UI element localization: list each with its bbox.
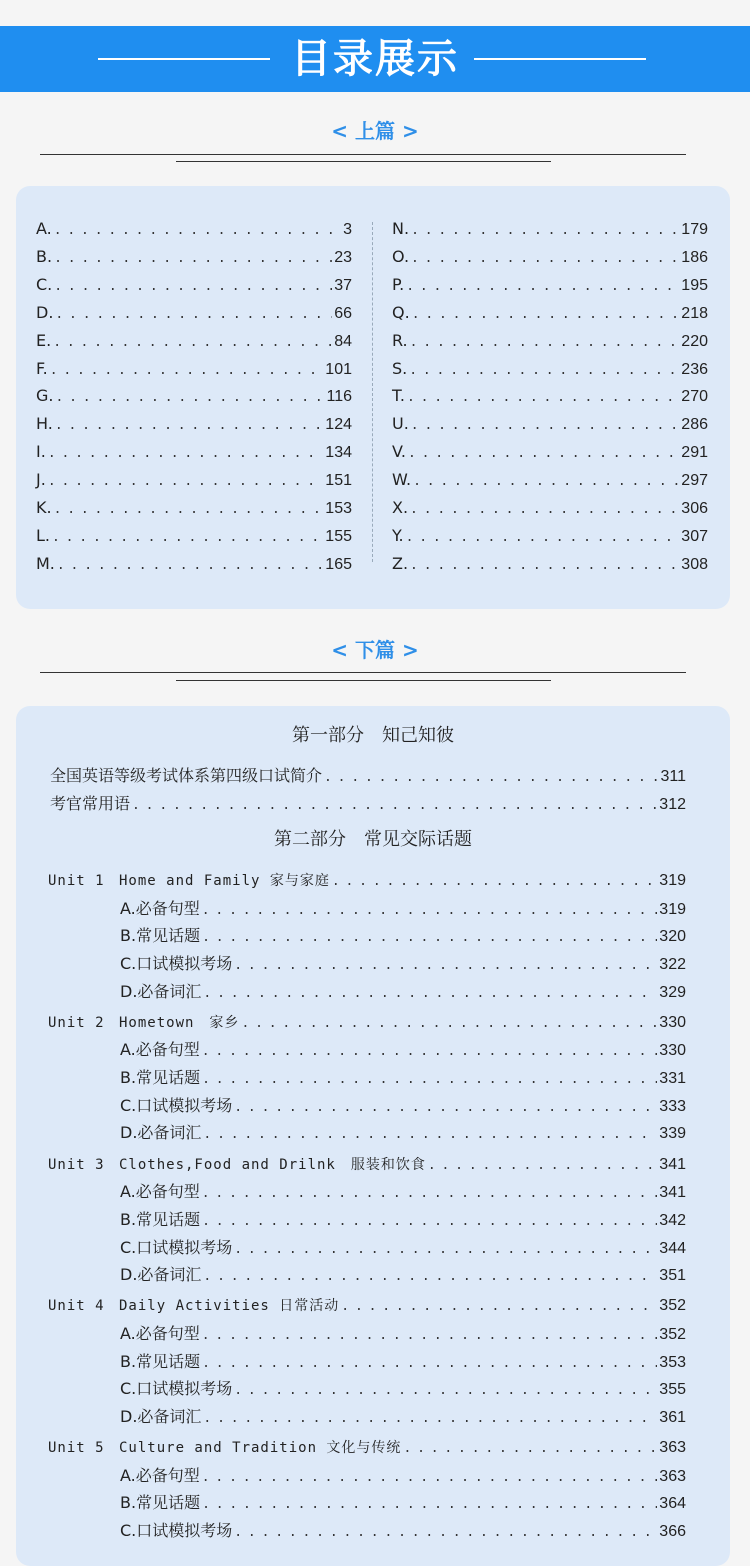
page-number: 351 [659,1267,686,1285]
index-entry [392,219,708,241]
page-number: 353 [659,1353,686,1371]
entry-label: A.必备句型 [120,1040,200,1060]
dot-leader [54,249,332,269]
entry-label: D.必备词汇 [120,1123,202,1143]
entry-label: K. [36,498,52,517]
title-banner [0,26,750,92]
dot-leader [53,333,332,353]
entry-label: E. [36,330,52,350]
page-number: 341 [659,1155,686,1173]
index-entry [392,526,708,548]
subsection-row [120,1379,686,1401]
dot-leader [202,1354,657,1374]
index-entry [392,303,708,325]
page-number: 116 [326,388,352,406]
page-number: 308 [681,555,708,573]
entry-label: I. [36,442,46,462]
page-number: 329 [659,983,686,1001]
entry-label [48,1295,339,1316]
entry-label: W. [392,470,412,490]
part1-title: 第一部分 知己知彼 [292,725,454,746]
subsection-row [120,1521,686,1543]
page-number: 297 [681,472,708,490]
page-number: 330 [659,1042,686,1060]
index-entry [36,219,352,241]
index-entry [392,414,708,436]
index-entry [36,275,352,297]
index-entry [36,470,352,492]
dot-leader [408,444,679,464]
page-number: 66 [334,304,352,322]
subsection-row [120,1210,686,1232]
subsection-row [120,1407,686,1429]
unit-title: Culture and Tradition 文化与传统 [119,1440,402,1457]
entry-label: B.常见话题 [120,1493,201,1513]
index-entry [392,498,708,520]
entry-label: R. [392,330,408,350]
page-number: 352 [659,1325,686,1343]
index-entry [392,470,708,492]
page-number: 330 [659,1013,686,1031]
index-entry [36,442,352,464]
page-number: 341 [659,1184,686,1202]
lower-rule-long [40,672,686,673]
banner-title: 目录展示 [291,36,459,82]
subsection-row [120,1123,686,1145]
entry-label: A.必备句型 [120,1465,200,1485]
page-number: 291 [681,444,708,462]
entry-label: X. [392,498,409,517]
dot-leader [412,305,680,325]
subsection-row [120,1238,686,1260]
dot-leader [324,768,658,788]
dot-leader [202,1212,657,1232]
dot-leader [48,472,323,492]
index-entry [36,386,352,408]
entry-label: C.口试模拟考场 [120,1379,233,1399]
unit-title: Home and Family 家与家庭 [119,873,330,889]
part2-title: 第二部分 常见交际话题 [274,829,472,850]
unit-number: Unit 2 [48,1014,105,1031]
page-number: 331 [659,1070,686,1087]
dot-leader [202,1495,657,1515]
page-number: 101 [325,360,352,378]
dot-leader [203,1125,657,1145]
subsection-row [120,954,686,976]
page-number: 220 [681,332,708,350]
dot-leader [202,1326,658,1346]
dot-leader [234,1523,657,1543]
page-number: 23 [334,248,352,266]
dot-leader [54,500,324,520]
page-number: 236 [681,360,708,378]
page-number: 364 [659,1495,686,1513]
lower-rule-short [176,680,551,681]
entry-label: A.必备句型 [120,1323,200,1343]
unit-row [48,1295,686,1317]
entry-label: L. [36,525,50,545]
page-number: 363 [659,1467,686,1485]
page-number: 124 [325,416,352,434]
dot-leader [54,221,341,241]
unit-row [48,1154,686,1176]
upper-rule-short [176,161,551,162]
page-number: 153 [325,500,352,517]
page-number: 366 [659,1523,686,1541]
dot-leader [202,1184,658,1204]
subsection-row [120,982,686,1004]
page-number: 311 [660,768,686,785]
subsection-row [120,1068,686,1090]
page-number: 270 [681,388,708,406]
lower-heading: < 下篇 > [331,638,419,662]
unit-number: Unit 5 [48,1440,105,1457]
page-number: 342 [659,1211,686,1229]
dot-leader [234,1381,657,1401]
entry-label: B.常见话题 [120,926,201,946]
page-number: 361 [659,1409,686,1426]
entry-label: V. [392,442,406,462]
subsection-row [120,1493,686,1515]
subsection-row [120,1324,686,1346]
page-number: 155 [325,527,352,545]
upper-heading: < 上篇 > [331,119,419,143]
index-entry [392,275,708,297]
entry-label: A.必备句型 [120,1182,200,1202]
page-number: 186 [681,248,708,266]
dot-leader [332,872,657,892]
subsection-row [120,926,686,948]
dot-leader [55,416,323,436]
entry-label: D. [36,302,54,322]
entry-label: M. [36,553,55,573]
index-entry [36,247,352,269]
index-entry [36,526,352,548]
unit-title: Clothes,Food and Drilnk 服装和饮食 [119,1156,426,1173]
dot-leader [132,796,657,816]
page-number: 339 [659,1125,686,1143]
dot-leader [50,361,324,381]
column-divider [372,222,373,562]
index-entry [36,414,352,436]
entry-label: 全国英语等级考试体系第四级口试简介 [50,766,323,785]
entry-label: B.常见话题 [120,1209,201,1229]
unit-number: Unit 4 [48,1298,105,1315]
dot-leader [57,556,323,576]
index-entry [36,498,352,520]
entry-label [48,1012,239,1033]
unit-title: Daily Activities 日常活动 [119,1298,340,1315]
entry-label: B.常见话题 [120,1068,201,1087]
index-entry [392,386,708,408]
dot-leader [413,472,679,492]
unit-number: Unit 1 [48,873,105,889]
dot-leader [406,528,680,548]
page-number: 352 [659,1297,686,1315]
entry-label [48,1437,401,1458]
dot-leader [403,1439,657,1459]
dot-leader [55,305,332,325]
dot-leader [411,416,680,436]
entry-label: Y. [392,525,404,545]
index-entry [392,554,708,576]
dot-leader [234,956,657,976]
banner-line-right [474,58,646,60]
intro-entry [50,766,686,788]
entry-label [48,1154,426,1175]
subsection-row [120,1265,686,1287]
page-number: 179 [681,221,708,238]
dot-leader [55,388,324,408]
dot-leader [409,361,679,381]
page-number: 322 [659,955,686,973]
entry-label: A.必备句型 [120,898,200,918]
unit-number: Unit 3 [48,1156,105,1173]
entry-label: D.必备词汇 [120,1407,202,1426]
index-entry [36,331,352,353]
entry-label: 考官常用语 [50,794,131,813]
dot-leader [406,277,679,297]
dot-leader [202,1070,657,1090]
unit-row [48,1437,686,1459]
page-number: 319 [659,872,686,889]
entry-label: A. [36,219,52,238]
dot-leader [410,500,679,520]
entry-label: P. [392,274,405,294]
entry-label: C.口试模拟考场 [120,1237,233,1257]
subsection-row [120,1352,686,1374]
entry-label: D.必备词汇 [120,1265,202,1285]
entry-label: Z. [392,553,409,573]
subsection-row [120,1466,686,1488]
index-entry [36,359,352,381]
entry-label: H. [36,414,53,434]
page-number: 165 [325,555,352,573]
entry-label: Q. [392,302,410,322]
unit-row [48,1012,686,1034]
entry-label: B.常见话题 [120,1351,201,1371]
intro-entry [50,794,686,816]
entry-label: S. [392,358,408,378]
dot-leader [234,1098,657,1118]
subsection-row [120,1182,686,1204]
dot-leader [54,277,332,297]
dot-leader [411,249,679,269]
index-entry [392,442,708,464]
subsection-row [120,1096,686,1118]
entry-label: C.口试模拟考场 [120,1521,233,1541]
index-entry [392,247,708,269]
unit-row [48,870,686,892]
page-number: 363 [659,1439,686,1457]
entry-label: J. [36,470,46,490]
entry-label: C. [36,274,53,294]
dot-leader [202,1042,658,1062]
dot-leader [428,1156,657,1176]
page-number: 84 [334,332,352,350]
entry-label: B. [36,246,53,266]
subsection-row [120,899,686,921]
dot-leader [202,1468,658,1488]
page-number: 355 [659,1381,686,1399]
page-number: 319 [659,900,686,918]
page-number: 333 [659,1097,686,1115]
entry-label: N. [392,219,410,238]
page-number: 344 [659,1239,686,1257]
upper-rule-long [40,154,686,155]
page-number: 320 [659,928,686,946]
page-number: 312 [659,796,686,813]
dot-leader [407,388,679,408]
entry-label [48,870,330,891]
index-entry [392,331,708,353]
index-entry [36,554,352,576]
page-number: 306 [681,500,708,517]
page-number: 3 [343,221,352,238]
index-entry [392,359,708,381]
subsection-row [120,1040,686,1062]
dot-leader [241,1014,657,1034]
dot-leader [234,1240,657,1260]
page-number: 195 [681,276,708,294]
page-number: 37 [334,276,352,294]
dot-leader [203,1409,657,1429]
entry-label: T. [392,386,405,406]
entry-label: C.口试模拟考场 [120,1095,233,1115]
dot-leader [410,556,679,576]
unit-title: Hometown 家乡 [119,1014,240,1031]
dot-leader [203,1267,657,1287]
entry-label: G. [36,386,54,406]
dot-leader [202,928,657,948]
entry-label: C.口试模拟考场 [120,953,233,973]
dot-leader [411,221,679,241]
dot-leader [410,333,680,353]
entry-label: O. [392,246,410,266]
entry-label: D.必备词汇 [120,981,202,1001]
index-entry [36,303,352,325]
page-number: 286 [681,416,708,434]
dot-leader [202,901,658,921]
entry-label: F. [36,358,48,378]
dot-leader [48,444,323,464]
entry-label: U. [392,414,409,434]
dot-leader [203,984,657,1004]
dot-leader [52,528,323,548]
page-number: 134 [325,444,352,462]
page-number: 151 [325,472,352,490]
page-number: 307 [681,527,708,545]
page-number: 218 [681,304,708,322]
dot-leader [341,1297,657,1317]
